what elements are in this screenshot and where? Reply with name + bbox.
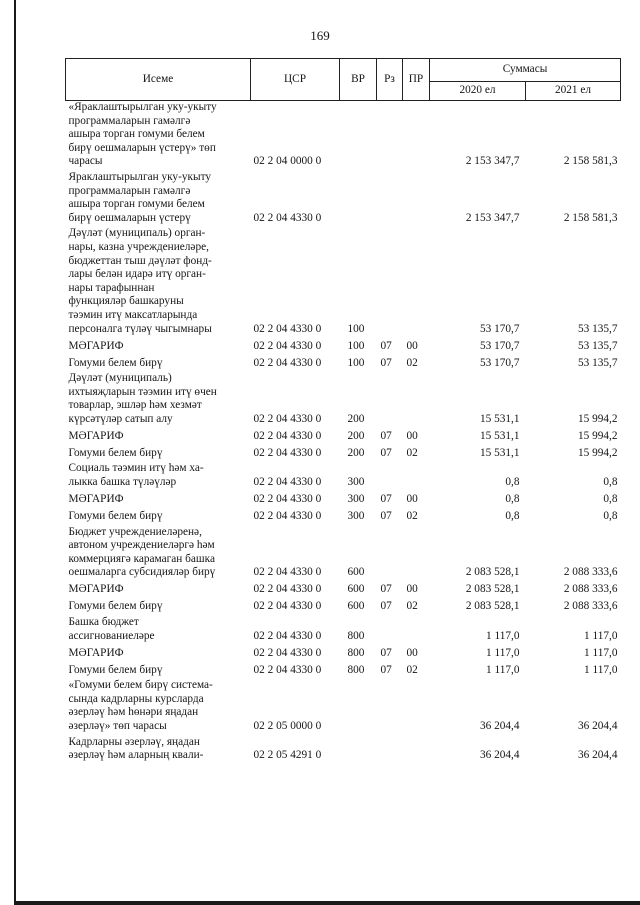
row-vr [340,736,377,765]
row-rz: 07 [380,583,392,596]
header-rz: Рз [377,59,403,101]
header-csr: ЦСР [251,59,340,101]
row-sum-2020: 2 153 347,7 [465,155,520,168]
row-pr [403,462,430,491]
row-sum-2020: 1 117,0 [486,629,520,642]
row-name-line: бюджеттан тыш дәүләт фонд- [68,254,212,267]
row-name-line: МӘГАРИФ [68,493,124,506]
row-name-line: ихтыяҗларын тәэмин итү өчен [68,385,217,398]
row-name-line: күрсәтүләр сатып алу [68,412,173,425]
row-pr [403,526,430,582]
row-rz [377,616,403,645]
row-sum-2020: 0,8 [505,510,520,523]
row-sum-2020: 0,8 [505,493,520,506]
table-row [66,662,621,679]
row-rz [377,372,403,428]
row-name-line: МӘГАРИФ [68,339,124,352]
row-pr [403,679,430,735]
row-pr [403,372,430,428]
table-row [66,736,621,765]
row-csr: 02 2 04 4330 0 [253,583,322,596]
row-sum-2020: 1 117,0 [486,663,520,676]
header-year-2021: 2021 ел [526,82,621,101]
table-row [66,338,621,355]
row-rz [377,736,403,765]
header-pr: ПР [403,59,430,101]
table-row [66,171,621,227]
row-name [66,645,251,662]
row-rz: 07 [380,510,392,523]
row-sum-2021: 53 135,7 [577,339,618,352]
row-rz [377,227,403,338]
table-row [66,526,621,582]
row-sum-2021: 2 158 581,3 [563,155,618,168]
table-row [66,445,621,462]
row-sum-2020: 53 170,7 [479,339,520,352]
row-pr: 00 [406,339,418,352]
row-rz [377,101,403,171]
row-sum-2021: 15 994,2 [577,446,618,459]
row-pr: 02 [406,510,418,523]
table-row [66,616,621,645]
row-pr: 00 [406,493,418,506]
row-pr: 00 [406,646,418,659]
row-name-line: МӘГАРИФ [68,429,124,442]
row-name [66,509,251,526]
row-vr: 300 [347,493,365,506]
row-name-line: оешмаларга субсидияләр бирү [68,566,216,579]
table-row [66,428,621,445]
row-pr: 00 [406,583,418,596]
row-csr: 02 2 05 4291 0 [253,749,322,762]
row-csr: 02 2 04 4330 0 [253,510,322,523]
row-vr: 100 [347,339,365,352]
row-rz: 07 [380,493,392,506]
row-name-line: әзерләү һәм һөнәри яңадан [68,706,199,719]
row-csr: 02 2 04 4330 0 [253,646,322,659]
row-name [66,526,251,582]
row-pr: 02 [406,356,418,369]
row-pr: 02 [406,663,418,676]
row-sum-2021: 0,8 [603,510,618,523]
row-rz [377,462,403,491]
row-name-line: ашыра торган гомуми белем [68,128,205,141]
row-name [66,227,251,338]
row-name-line: Гомуми белем бирү [68,446,163,459]
row-vr: 800 [347,646,365,659]
row-sum-2020: 53 170,7 [479,356,520,369]
row-sum-2021: 2 088 333,6 [563,566,618,579]
row-csr: 02 2 04 4330 0 [253,493,322,506]
row-name [66,462,251,491]
page-number: 169 [310,28,330,43]
row-pr [403,227,430,338]
row-sum-2021: 1 117,0 [584,646,618,659]
table-row [66,372,621,428]
row-sum-2020: 36 204,4 [479,720,520,732]
header-sums: Суммасы [430,59,621,82]
row-name-line: персоналга түләү чыгымнары [68,322,212,335]
row-name [66,616,251,645]
row-name-line: функцияләр башкаруны [68,295,184,308]
row-name-line: Кадрларны әзерләү, яңадан [68,735,200,748]
row-name [66,338,251,355]
row-vr: 600 [347,566,365,579]
row-name-line: Яраклаштырылган уку-укыту [68,170,212,183]
row-name [66,372,251,428]
row-name [66,582,251,599]
row-pr [403,616,430,645]
table-row [66,355,621,372]
row-vr: 800 [347,629,365,642]
row-rz: 07 [380,429,392,442]
row-name-line: Гомуми белем бирү [68,663,163,676]
row-csr: 02 2 04 4330 0 [253,566,322,579]
row-name-line: бирү оешмаларын үстерү [68,211,191,224]
header-year-2020: 2020 ел [430,82,526,101]
row-pr [403,171,430,227]
row-pr [403,736,430,765]
row-vr [340,101,377,171]
row-vr: 800 [347,663,365,676]
row-name-line: «Яраклаштырылган уку-укыту [68,101,217,113]
table-row [66,582,621,599]
row-pr [403,101,430,171]
row-vr: 300 [347,476,365,489]
header-name: Исеме [66,59,251,101]
row-name [66,662,251,679]
row-name [66,679,251,735]
row-csr: 02 2 04 4330 0 [253,339,322,352]
row-name-line: әзерләү һәм аларның квали- [68,749,204,762]
row-rz: 07 [380,339,392,352]
row-sum-2021: 2 088 333,6 [563,583,618,596]
row-sum-2021: 53 135,7 [577,322,618,335]
row-sum-2021: 2 088 333,6 [563,600,618,613]
row-name-line: МӘГАРИФ [68,646,124,659]
row-name-line: лыкка башка түләүләр [68,476,177,489]
row-vr: 600 [347,600,365,613]
row-csr: 02 2 04 0000 0 [253,155,322,168]
row-name-line: нары тарафыннан [68,281,155,294]
row-sum-2020: 36 204,4 [479,749,520,762]
row-rz [377,679,403,735]
row-name-line: МӘГАРИФ [68,583,124,596]
row-name [66,101,251,171]
row-rz: 07 [380,646,392,659]
row-sum-2021: 0,8 [603,476,618,489]
row-pr: 02 [406,600,418,613]
row-sum-2021: 1 117,0 [584,629,618,642]
row-sum-2020: 2 083 528,1 [465,566,520,579]
row-name-line: Дәүләт (муниципаль) орган- [68,227,206,240]
table-row [66,679,621,735]
row-name-line: Башка бюджет [68,616,139,629]
row-rz: 07 [380,600,392,613]
row-pr: 02 [406,446,418,459]
table-row [66,599,621,616]
table-row [66,462,621,491]
row-sum-2020: 15 531,1 [479,429,520,442]
row-name [66,171,251,227]
row-name-line: ассигнованиеләре [68,629,155,642]
row-vr: 100 [347,356,365,369]
row-sum-2020: 2 083 528,1 [465,600,520,613]
row-csr: 02 2 04 4330 0 [253,412,322,425]
row-name-line: товарлар, эшләр һәм хезмәт [68,399,202,412]
row-sum-2021: 0,8 [603,493,618,506]
row-sum-2021: 15 994,2 [577,412,618,425]
row-sum-2021: 53 135,7 [577,356,618,369]
row-pr: 00 [406,429,418,442]
row-name [66,736,251,765]
row-sum-2021: 1 117,0 [584,663,618,676]
row-name-line: бирү оешмаларын үстерү» төп [68,141,216,154]
row-vr: 200 [347,412,365,425]
row-sum-2020: 53 170,7 [479,322,520,335]
row-name-line: Гомуми белем бирү [68,510,163,523]
row-sum-2020: 1 117,0 [486,646,520,659]
table-row [66,509,621,526]
row-rz [377,171,403,227]
row-csr: 02 2 04 4330 0 [253,600,322,613]
row-sum-2020: 15 531,1 [479,412,520,425]
row-name-line: Гомуми белем бирү [68,600,163,613]
row-vr: 600 [347,583,365,596]
table-row [66,227,621,338]
row-name-line: нары, казна учреждениеләре, [68,240,209,253]
row-name [66,599,251,616]
scan-border-bottom [14,901,640,905]
row-sum-2021: 36 204,4 [577,749,618,762]
row-csr: 02 2 05 0000 0 [253,720,322,732]
row-sum-2020: 15 531,1 [479,446,520,459]
table-row [66,101,621,171]
row-csr: 02 2 04 4330 0 [253,663,322,676]
row-vr [340,171,377,227]
row-name-line: чарасы [68,155,103,168]
header-vr: ВР [340,59,377,101]
row-name-line: ашыра торган гомуми белем [68,198,205,211]
row-csr: 02 2 04 4330 0 [253,322,322,335]
row-sum-2021: 2 158 581,3 [563,211,618,224]
row-csr: 02 2 04 4330 0 [253,476,322,489]
row-sum-2021: 36 204,4 [577,720,618,732]
row-sum-2021: 15 994,2 [577,429,618,442]
row-csr: 02 2 04 4330 0 [253,356,322,369]
row-name-line: Социаль тәэмин итү һәм ха- [68,462,204,475]
row-name-line: программаларын гамәлгә [68,114,191,127]
row-rz: 07 [380,663,392,676]
table-row [66,645,621,662]
row-csr: 02 2 04 4330 0 [253,211,322,224]
row-name-line: «Гомуми белем бирү система- [68,679,213,692]
row-name-line: коммерциягә карамаган башка [68,552,215,565]
row-rz: 07 [380,446,392,459]
row-name-line: автоном учреждениеләргә һәм [68,539,215,552]
row-rz [377,526,403,582]
row-name-line: лары белән идарә итү орган- [68,268,206,281]
row-vr: 200 [347,446,365,459]
row-csr: 02 2 04 4330 0 [253,429,322,442]
row-name [66,355,251,372]
row-sum-2020: 2 083 528,1 [465,583,520,596]
row-vr [340,679,377,735]
row-name-line: тәэмин итү максатларында [68,308,198,321]
row-csr: 02 2 04 4330 0 [253,446,322,459]
scan-border-left [14,0,16,905]
row-name [66,445,251,462]
row-name-line: Дәүләт (муниципаль) [68,372,172,385]
row-name-line: әзерләү» төп чарасы [68,720,167,732]
row-vr: 200 [347,429,365,442]
row-name-line: Бюджет учреждениеләренә, [68,525,202,538]
budget-table [65,58,621,765]
row-name-line: программаларын гамәлгә [68,184,191,197]
row-sum-2020: 2 153 347,7 [465,211,520,224]
table-body [66,101,621,765]
row-name [66,428,251,445]
table-row [66,492,621,509]
row-name [66,492,251,509]
row-vr: 300 [347,510,365,523]
row-vr: 100 [347,322,365,335]
row-name-line: сында кадрларны курсларда [68,692,204,705]
row-csr: 02 2 04 4330 0 [253,629,322,642]
row-name-line: Гомуми белем бирү [68,356,163,369]
row-rz: 07 [380,356,392,369]
row-sum-2020: 0,8 [505,476,520,489]
